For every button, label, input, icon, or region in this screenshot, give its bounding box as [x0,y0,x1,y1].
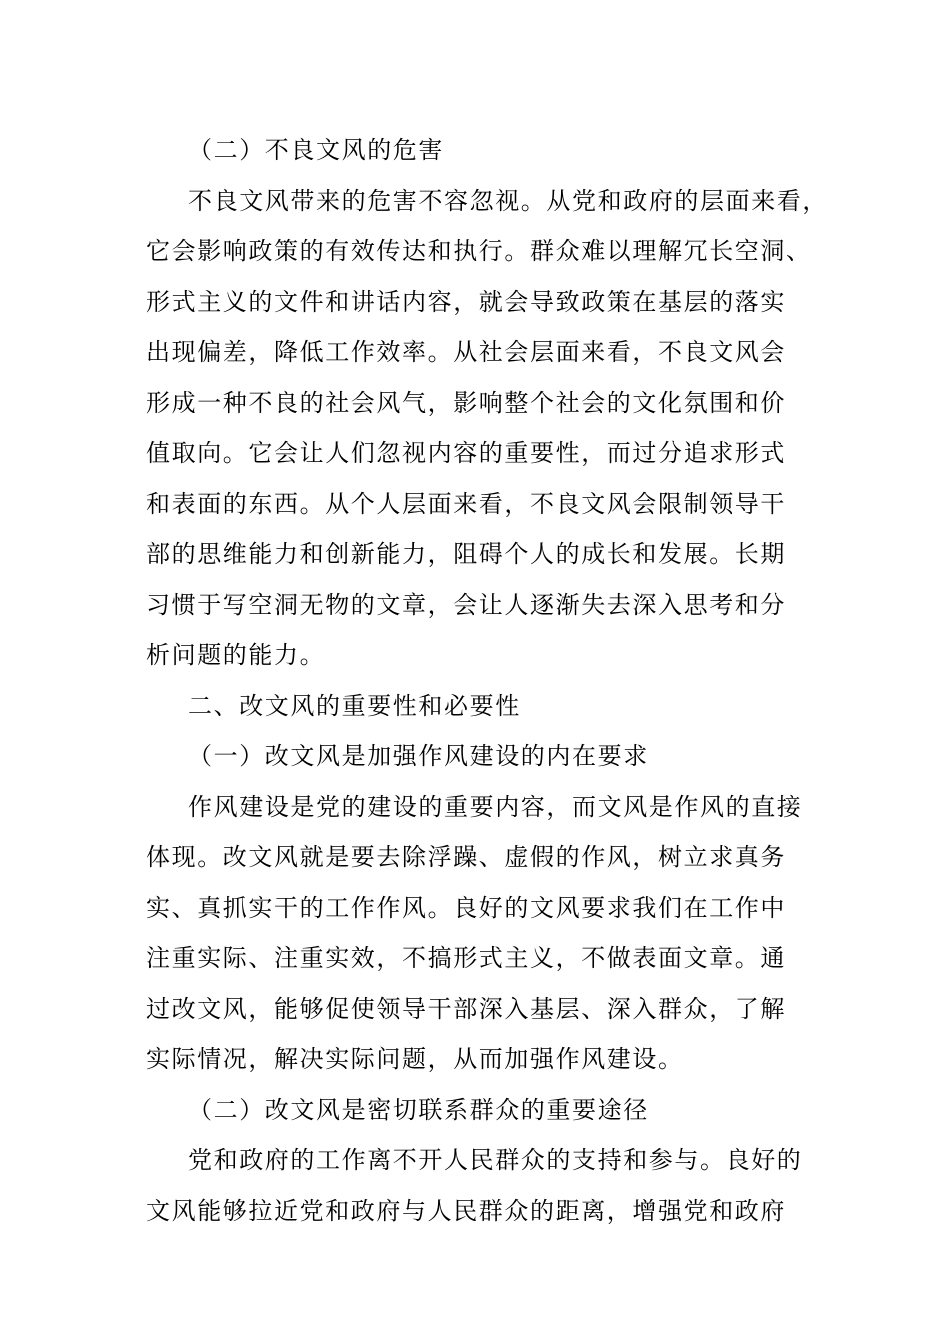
paragraph-line: 出现偏差，降低工作效率。从社会层面来看，不良文风会 [146,338,786,366]
paragraph-line: 形式主义的文件和讲话内容，就会导致政策在基层的落实 [146,287,786,316]
paragraph-line: 习惯于写空洞无物的文章，会让人逐渐失去深入思考和分 [146,590,786,619]
paragraph-line: 注重实际、注重实效，不搞形式主义，不做表面文章。通 [146,944,786,972]
paragraph-line: 文风能够拉近党和政府与人民群众的距离，增强党和政府 [146,1196,786,1225]
section-heading-importance: 二、改文风的重要性和必要性 [188,691,521,720]
paragraph-line: 它会影响政策的有效传达和执行。群众难以理解冗长空洞、 [146,237,812,265]
paragraph-line: 作风建设是党的建设的重要内容，而文风是作风的直接 [188,792,803,821]
paragraph-line: 实、真抓实干的工作作风。良好的文风要求我们在工作中 [146,893,786,922]
paragraph-line: 党和政府的工作离不开人民群众的支持和参与。良好的 [188,1146,803,1174]
subheading-style-building: （一）改文风是加强作风建设的内在要求 [188,742,649,770]
subheading-harm-of-bad-style: （二）不良文风的危害 [188,136,444,164]
paragraph-line: 不良文风带来的危害不容忽视。从党和政府的层面来看， [188,186,828,215]
paragraph-line: 过改文风，能够促使领导干部深入基层、深入群众，了解 [146,994,786,1023]
paragraph-line: 值取向。它会让人们忽视内容的重要性，而过分追求形式 [146,439,786,467]
paragraph-line: 实际情况，解决实际问题，从而加强作风建设。 [146,1045,684,1073]
subheading-contact-masses: （二）改文风是密切联系群众的重要途径 [188,1095,649,1124]
paragraph-line: 和表面的东西。从个人层面来看，不良文风会限制领导干 [146,489,786,518]
paragraph-line: 体现。改文风就是要去除浮躁、虚假的作风，树立求真务 [146,843,786,871]
paragraph-line: 形成一种不良的社会风气，影响整个社会的文化氛围和价 [146,388,786,417]
paragraph-line: 部的思维能力和创新能力，阻碍个人的成长和发展。长期 [146,540,786,568]
paragraph-line: 析问题的能力。 [146,641,326,669]
document-body [146,125,828,1236]
